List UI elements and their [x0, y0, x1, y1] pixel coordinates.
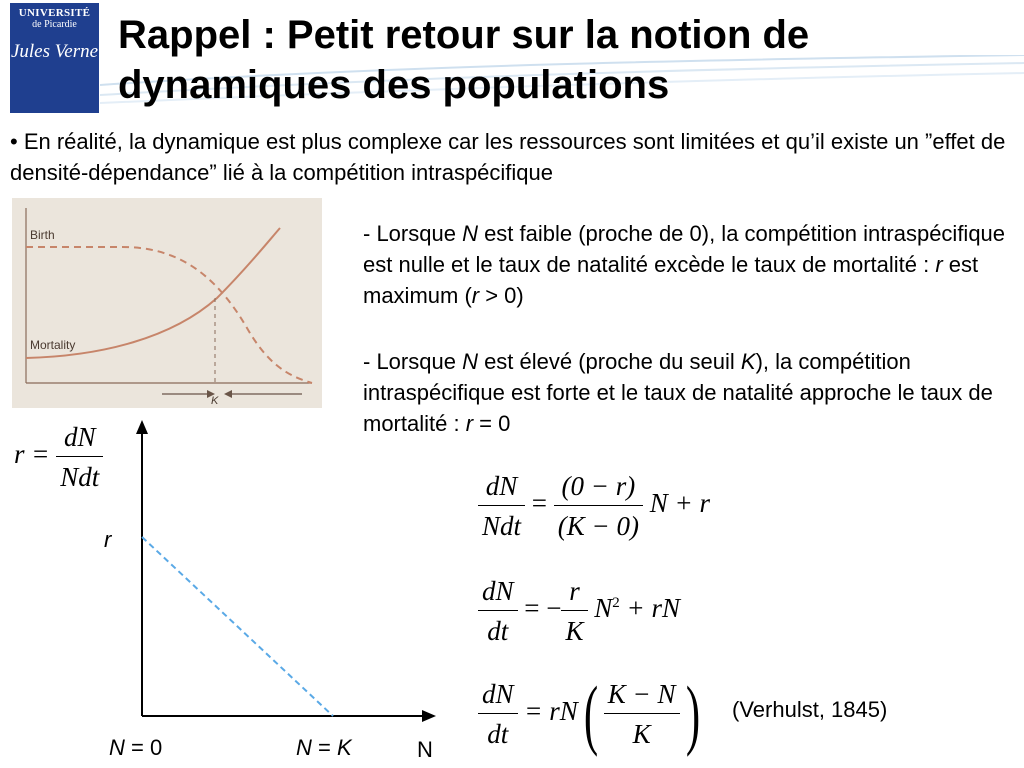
- paragraph-high-n: [363, 346, 1013, 439]
- denominator: K: [565, 616, 584, 646]
- numerator: dN: [478, 575, 518, 611]
- fraction: [554, 470, 643, 542]
- fraction: [478, 678, 518, 750]
- text: > 0): [479, 283, 524, 308]
- text: est maximum (: [363, 252, 979, 308]
- formula-verhulst: [478, 670, 705, 757]
- text: - Lorsque: [363, 221, 463, 246]
- var-n: N: [462, 349, 478, 374]
- numerator: dN: [478, 470, 525, 506]
- k-label: K: [211, 395, 219, 407]
- x-axis-arrow: [422, 710, 436, 722]
- fraction: [604, 678, 680, 750]
- citation: (Verhulst, 1845): [732, 697, 888, 722]
- logo-university-text: UNIVERSITÉ: [18, 7, 91, 19]
- text: est élevé (proche du seuil: [477, 349, 741, 374]
- equals: =: [525, 488, 554, 519]
- fraction: [478, 575, 518, 647]
- university-logo: [10, 3, 99, 113]
- text: - Lorsque: [363, 349, 463, 374]
- var-r: r: [471, 283, 480, 308]
- y-axis-label-r: r: [104, 527, 112, 552]
- formula-expanded: [478, 575, 680, 647]
- exponent: 2: [612, 595, 620, 612]
- birth-label: Birth: [30, 228, 55, 242]
- equals-rn: = rN: [517, 696, 578, 727]
- text: ), la compétition intraspécifique est forte et le taux de natalité approche le taux de mortalité :: [363, 349, 993, 436]
- var-n: N: [587, 593, 613, 624]
- paragraph-low-n: [363, 218, 1013, 311]
- bullet-symbol: •: [10, 129, 18, 154]
- numerator: r: [561, 575, 587, 611]
- x-label-n-k: N = K: [296, 735, 352, 760]
- denominator: (K − 0): [557, 511, 639, 541]
- numerator: dN: [478, 678, 518, 714]
- var-k: K: [740, 349, 756, 374]
- numerator: dN: [56, 421, 103, 457]
- denominator: Ndt: [60, 462, 100, 492]
- formula-linear: [478, 470, 710, 542]
- rate-line: [142, 537, 333, 716]
- fraction: [478, 470, 525, 542]
- logo-signature: Jules Verne: [10, 41, 99, 62]
- mortality-label: Mortality: [30, 338, 76, 352]
- right-paren: ): [685, 670, 700, 757]
- var-n: N: [462, 221, 478, 246]
- fraction: [561, 575, 587, 647]
- text: est faible (proche de 0), la compétition intraspécifique est nulle et le taux de natalité excède le taux de mortalité :: [363, 221, 1006, 277]
- birth-mortality-chart: [12, 198, 322, 408]
- denominator: K: [632, 719, 651, 749]
- text: = 0: [473, 411, 511, 436]
- numerator: (0 − r): [554, 470, 643, 506]
- formula-rest: N + r: [642, 488, 710, 519]
- formula-r-definition: [14, 421, 103, 493]
- slide-title: Rappel : Petit retour sur la notion de dynamiques des populations: [118, 13, 810, 107]
- fraction: [56, 421, 103, 493]
- denominator: dt: [487, 719, 509, 749]
- denominator: Ndt: [482, 511, 522, 541]
- x-axis-label-n: N: [417, 737, 433, 762]
- formula-rest: + rN: [619, 593, 681, 624]
- x-label-n-zero: N = 0: [109, 735, 163, 760]
- bullet-point: [10, 126, 1015, 188]
- left-paren: (: [583, 670, 598, 757]
- bullet-text: En réalité, la dynamique est plus complexe car les ressources sont limitées et qu’il existe un ”effet de densité-dépendance” lié à la compétition intraspécifique: [10, 129, 1006, 185]
- logo-region-text: de Picardie: [32, 19, 77, 30]
- var-r: r: [935, 252, 943, 277]
- numerator: K − N: [604, 678, 680, 714]
- var-r: r: [465, 411, 474, 436]
- y-axis-arrow: [136, 420, 148, 434]
- logistic-rate-graph: [120, 420, 450, 730]
- birth-mortality-figure: [12, 198, 322, 408]
- equals: = −: [517, 593, 562, 624]
- denominator: dt: [487, 616, 509, 646]
- formula-lhs: r =: [14, 439, 50, 470]
